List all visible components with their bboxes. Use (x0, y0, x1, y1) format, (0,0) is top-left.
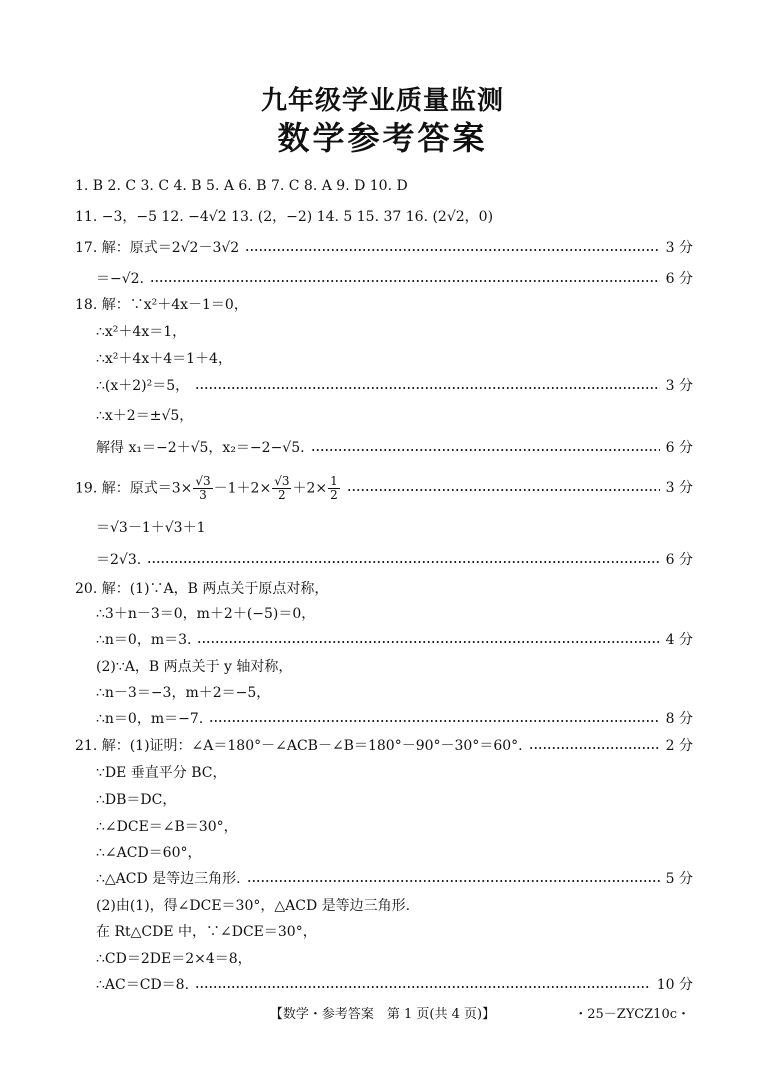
page-footer (0, 1003, 765, 1025)
score: 2 分 (665, 738, 693, 754)
q21-line-6: ∴△ACD 是等边三角形. 5 分 (96, 866, 693, 892)
q20-line-4: (2)∵A，B 两点关于 y 轴对称， (96, 659, 293, 675)
q19-line-2: ＝√3－1＋√3＋1 (96, 520, 206, 536)
score: 6 分 (665, 271, 693, 287)
q21-line-1: 21. 解：(1)证明：∠A＝180°－∠ACB－∠B＝180°－90°－30°＝60°. 2 分 (75, 733, 693, 759)
score: 6 分 (665, 440, 693, 456)
q21-line-3: ∴DB＝DC， (96, 792, 177, 808)
leader-dots (195, 387, 659, 389)
leader-dots (347, 489, 660, 491)
choice-answers: 1. B 2. C 3. C 4. B 5. A 6. B 7. C 8. A 9. D 10. D (75, 178, 408, 194)
q18-line-5: ∴x＋2＝±√5， (96, 408, 194, 424)
score: 8 分 (665, 711, 693, 727)
leader-dots (529, 747, 660, 749)
leader-dots (247, 880, 660, 882)
score: 3 分 (665, 240, 693, 256)
fraction: $\frac{1}{2}$ (330, 473, 338, 502)
q19-line-1: 19. 解：原式＝3× $\frac{√3}{3}$ －1＋2× $\frac{√3}{2}$ ＋2× $\frac{1}{2}$ 3 分 (75, 473, 693, 502)
leader-dots (150, 280, 660, 282)
fraction: $\frac{√3}{3}$ (195, 473, 211, 502)
leader-dots (195, 986, 651, 988)
q20-line-1: 20. 解：(1)∵A，B 两点关于原点对称， (75, 581, 329, 597)
leader-dots (147, 561, 659, 563)
q18-line-3: ∴x²＋4x＋4＝1＋4， (96, 351, 232, 367)
q20-line-6: ∴n＝0，m＝−7. 8 分 (96, 706, 693, 732)
leader-dots (197, 641, 659, 643)
q20-line-2: ∴3＋n－3＝0，m＋2＋(−5)＝0， (96, 606, 316, 622)
q18-line-2: ∴x²＋4x＝1， (96, 324, 187, 340)
footer-page-info: 【数学・参考答案 第 1 页(共 4 页)】 (269, 1007, 496, 1022)
q21-line-10: ∴AC＝CD＝8. 10 分 (96, 972, 693, 998)
score: 6 分 (665, 552, 693, 568)
q20-line-5: ∴n－3＝−3，m＋2＝−5， (96, 685, 271, 701)
q21-line-7: (2)由(1)，得∠DCE＝30°，△ACD 是等边三角形. (96, 898, 411, 914)
q19-line-3: ＝2√3. 6 分 (96, 547, 693, 573)
leader-dots (245, 249, 659, 251)
q18-line-1: 18. 解：∵x²＋4x－1＝0， (75, 297, 248, 313)
page-title: 九年级学业质量监测 (260, 86, 504, 116)
q21-line-2: ∵DE 垂直平分 BC， (96, 765, 227, 781)
score: 3 分 (665, 480, 693, 496)
score: 10 分 (656, 977, 693, 993)
fill-answers: 11. −3，−5 12. −4√2 13. (2，−2) 14. 5 15. 37 16. (2√2，0) (75, 209, 494, 225)
q21-line-5: ∴∠ACD＝60°， (96, 845, 202, 861)
q17-line-1: 17. 解：原式＝2√2－3√2 3 分 (75, 235, 693, 261)
q18-line-6: 解得 x₁＝−2＋√5，x₂＝−2−√5. 6 分 (96, 435, 693, 461)
q21-line-9: ∴CD＝2DE＝2×4＝8， (96, 951, 252, 967)
q20-line-3: ∴n＝0，m＝3. 4 分 (96, 627, 693, 653)
leader-dots (311, 449, 660, 451)
q17-line-2: ＝−√2. 6 分 (96, 266, 693, 292)
q21-line-4: ∴∠DCE＝∠B＝30°， (96, 819, 238, 835)
q18-line-4: ∴(x＋2)²＝5， 3 分 (96, 373, 693, 399)
leader-dots (209, 720, 659, 722)
score: 4 分 (665, 632, 693, 648)
fraction: $\frac{√3}{2}$ (274, 473, 290, 502)
score: 5 分 (665, 871, 693, 887)
page-subtitle: 数学参考答案 (277, 119, 488, 157)
q21-line-8: 在 Rt△CDE 中，∵∠DCE＝30°， (96, 924, 317, 940)
score: 3 分 (665, 378, 693, 394)
footer-code: ・25－ZYCZ10c・ (574, 1007, 690, 1022)
